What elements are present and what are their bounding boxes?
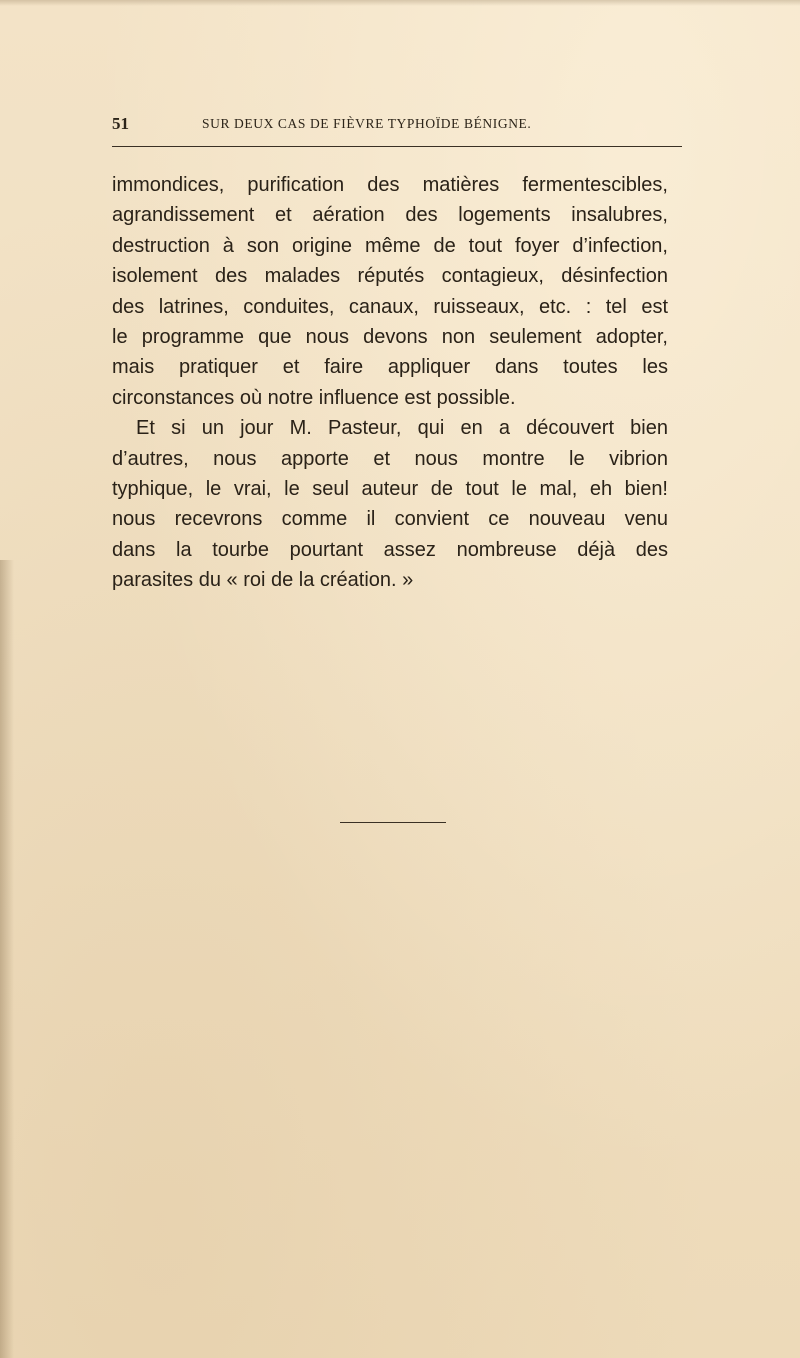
text-line: destruction à son origine même de tout foyer d’infection, xyxy=(112,234,668,257)
text-line: nous recevrons comme il convient ce nouveau venu xyxy=(112,508,668,531)
text-line: parasites du « roi de la création. » xyxy=(112,569,414,592)
text-line: le programme que nous devons non seulement adopter, xyxy=(112,325,668,348)
text-line: d’autres, nous apporte et nous montre le vibrion xyxy=(112,447,668,470)
running-head: SUR DEUX CAS DE FIÈVRE TYPHOÏDE BÉNIGNE. xyxy=(202,116,532,131)
text-line: agrandissement et aération des logements insalubres, xyxy=(112,204,668,227)
page-header xyxy=(112,114,682,138)
end-rule xyxy=(340,822,446,823)
text-line: dans la tourbe pourtant assez nombreuse déjà des xyxy=(112,538,668,561)
text-line: Et si un jour M. Pasteur, qui en a découvert bien xyxy=(136,417,668,440)
header-rule xyxy=(112,146,682,147)
page-top-edge-shadow xyxy=(0,0,800,6)
page-binding-shadow xyxy=(0,560,14,1358)
text-line: mais pratiquer et faire appliquer dans toutes les xyxy=(112,356,668,379)
text-line: immondices, purification des matières fermentescibles, xyxy=(112,174,668,196)
text-line: isolement des malades réputés contagieux, désinfection xyxy=(112,265,668,288)
text-line: des latrines, conduites, canaux, ruisseaux, etc. : tel est xyxy=(112,295,668,318)
text-line: circonstances où notre influence est possible. xyxy=(112,386,516,409)
text-line: typhique, le vrai, le seul auteur de tout le mal, eh bien! xyxy=(112,477,668,500)
body-text xyxy=(112,170,668,595)
page-number: 51 xyxy=(112,114,129,133)
